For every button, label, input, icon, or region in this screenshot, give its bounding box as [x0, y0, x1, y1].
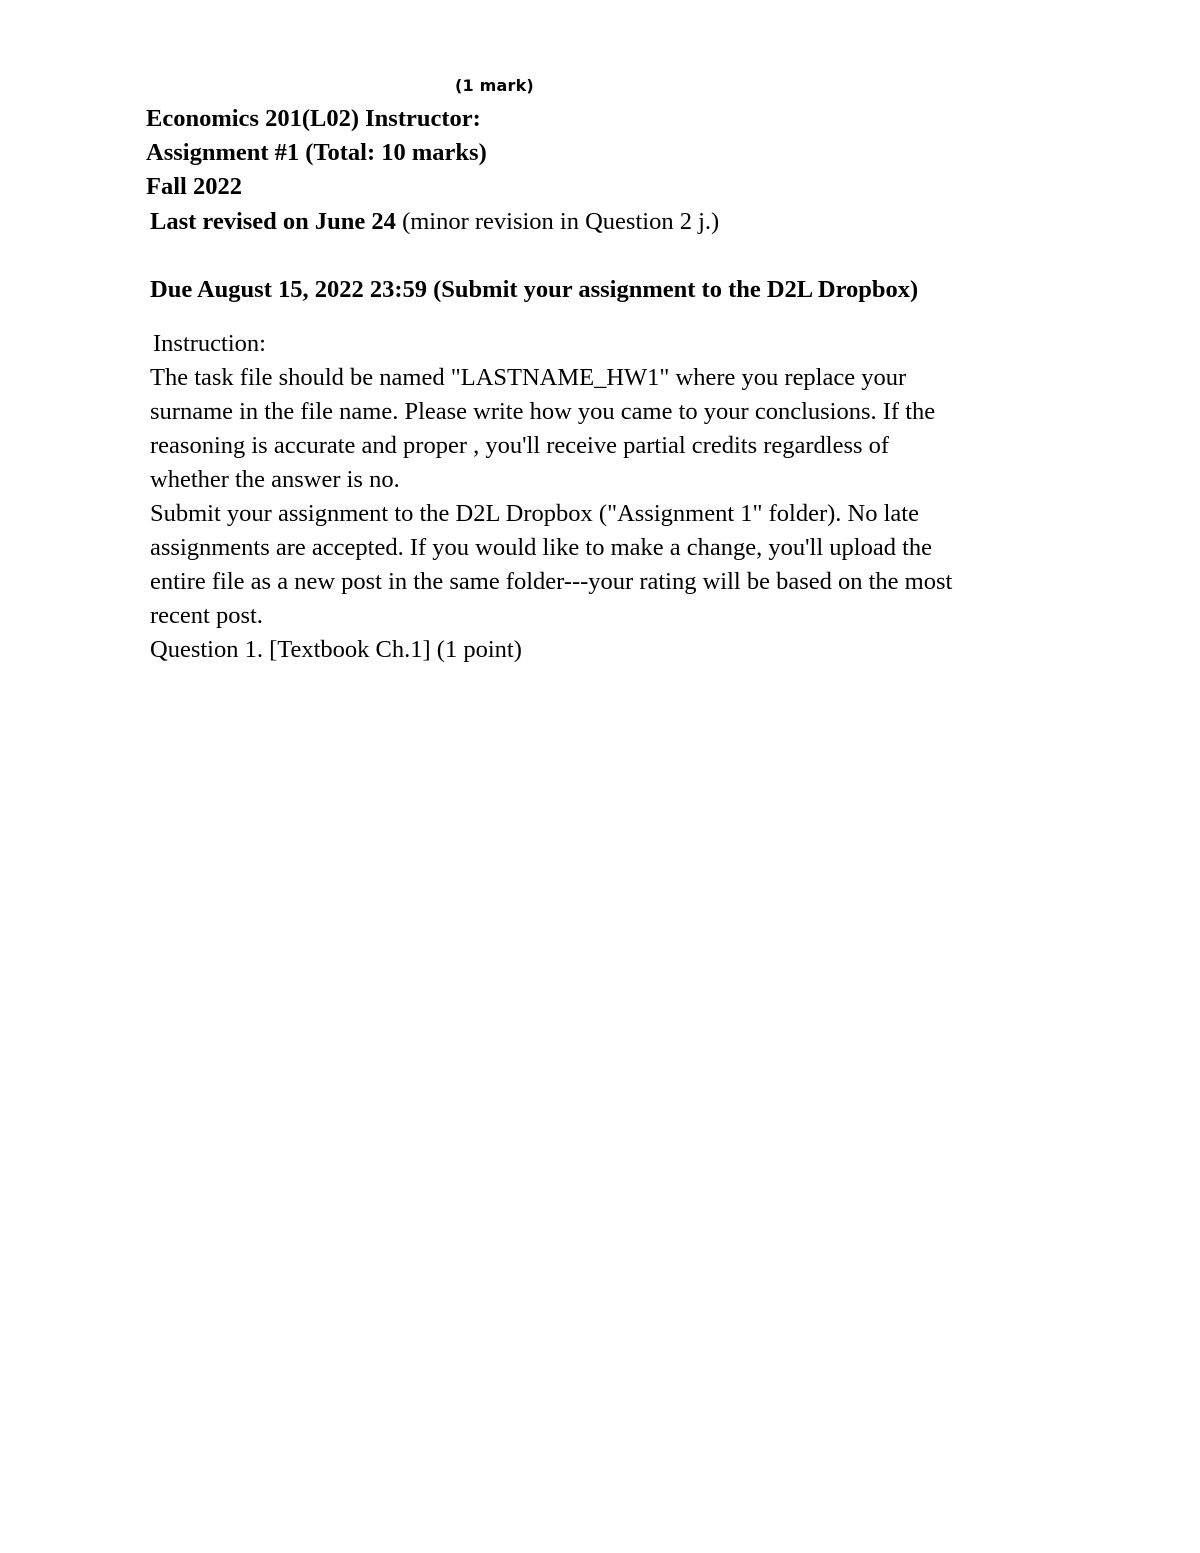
due-date: Due August 15, 2022 23:59 (Submit your assignment to the D2L Dropbox)	[150, 276, 919, 303]
mark-note: (1 mark)	[455, 76, 534, 95]
instruction-label: Instruction:	[153, 330, 266, 357]
term: Fall 2022	[146, 173, 242, 200]
revision-line	[150, 205, 719, 239]
revision-label: Last revised on June 24	[150, 208, 396, 235]
instructions-body	[150, 361, 1070, 667]
course-title: Economics 201(L02) Instructor:	[146, 105, 481, 132]
document-header	[146, 102, 487, 204]
revision-note: (minor revision in Question 2 j.)	[395, 208, 720, 235]
assignment-title: Assignment #1 (Total: 10 marks)	[146, 139, 487, 166]
question-heading: Question 1. [Textbook Ch.1] (1 point)	[150, 636, 522, 663]
paragraph-file-naming: The task file should be named "LASTNAME_HW1" where you replace your surname in the file name. Please write how you came to your conclusions. If the reasoning is accurate and proper , you'll receive partial credits regardless of whether the answer is no.	[150, 364, 936, 493]
paragraph-submission: Submit your assignment to the D2L Dropbox ("Assignment 1" folder). No late assignments are accepted. If you would like to make a change, you'll upload the entire file as a new post in the same folder---your rating will be based on the most recent post.	[150, 500, 953, 629]
